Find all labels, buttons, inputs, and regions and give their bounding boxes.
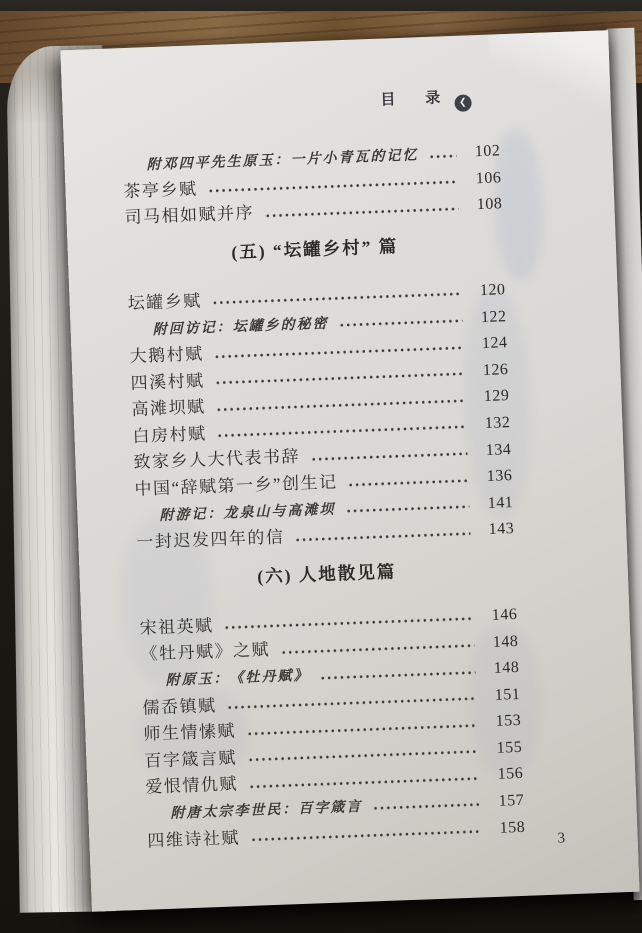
toc-list <box>122 134 526 850</box>
entry-title: 附游记：龙泉山与高滩坝 <box>159 502 336 525</box>
entry-title: 坛罐乡赋 <box>127 291 203 313</box>
toc-section <box>122 134 503 228</box>
entry-title: 附唐太宗李世民：百字箴言 <box>170 800 363 823</box>
entry-title: 中国“辞赋第一乡”创生记 <box>134 472 338 499</box>
entry-page-number: 148 <box>492 632 519 651</box>
entry-page-number: 108 <box>476 195 503 214</box>
entry-title: 宋祖英赋 <box>139 615 214 638</box>
entry-title: 儒岙镇赋 <box>142 695 217 718</box>
dot-leader <box>339 319 463 328</box>
entry-page-number: 134 <box>485 440 512 459</box>
entry-title: 附回访记：坛罐乡的秘密 <box>152 316 329 339</box>
entry-title: 百字箴言赋 <box>144 748 238 771</box>
entry-title: 茶亭乡赋 <box>123 179 198 201</box>
entry-page-number: 151 <box>494 685 521 704</box>
section-header: (六) 人地散见篇 <box>256 561 397 587</box>
entry-page-number: 143 <box>488 520 515 539</box>
entry-title: 附邓四平先生原玉：一片小青瓦的记忆 <box>146 147 419 173</box>
entry-page-number: 102 <box>474 142 501 161</box>
entry-page-number: 146 <box>491 605 518 624</box>
entry-page-number: 106 <box>475 169 502 187</box>
page-number: 3 <box>557 830 566 847</box>
entry-title: 一封迟发四年的信 <box>136 527 285 553</box>
entry-title: 白房村赋 <box>132 424 207 446</box>
page-title: 目 录 <box>380 89 454 109</box>
dot-leader <box>348 478 469 486</box>
entry-page-number: 132 <box>484 414 511 432</box>
entry-title: 爱恨情仇赋 <box>145 774 239 798</box>
dot-leader <box>428 153 456 158</box>
entry-title: 四溪村赋 <box>130 370 205 393</box>
toc-header <box>380 85 472 114</box>
entry-page-number: 156 <box>497 765 524 784</box>
page-corner-highlight <box>488 30 611 112</box>
entry-page-number: 126 <box>482 360 509 379</box>
entry-title: 《牡丹赋》之赋 <box>140 640 271 665</box>
entry-title: 致家乡人大代表书辞 <box>133 447 301 473</box>
section-rows <box>122 134 503 228</box>
entry-title: 附原玉：《牡丹赋》 <box>165 669 310 690</box>
section-rows <box>127 273 514 553</box>
entry-title: 高滩坝赋 <box>131 397 206 420</box>
dot-leader <box>345 505 469 514</box>
entry-page-number: 122 <box>480 307 507 326</box>
entry-page-number: 158 <box>499 818 526 837</box>
entry-title: 司马相如赋并序 <box>124 203 255 228</box>
toc-section <box>137 553 525 851</box>
dot-leader <box>319 670 475 680</box>
publisher-logo-icon: ❮ <box>454 94 472 112</box>
entry-page-number: 136 <box>486 467 513 486</box>
entry-page-number: 153 <box>495 712 522 731</box>
entry-page-number: 129 <box>483 387 510 406</box>
dot-leader <box>294 531 470 541</box>
entry-page-number: 124 <box>481 334 508 353</box>
section-rows <box>139 598 526 851</box>
book-page <box>60 30 639 912</box>
dot-leader <box>310 452 468 462</box>
entry-page-number: 157 <box>498 791 525 810</box>
dot-leader <box>250 829 481 841</box>
toc-section <box>125 228 514 553</box>
dot-leader <box>372 803 480 811</box>
entry-title: 师生情愫赋 <box>143 721 237 744</box>
entry-page-number: 141 <box>487 493 514 512</box>
entry-title: 四维诗社赋 <box>147 827 241 851</box>
entry-page-number: 155 <box>496 738 523 757</box>
entry-page-number: 120 <box>479 281 506 300</box>
section-header: (五) “坛罐乡村” 篇 <box>231 235 399 262</box>
dot-leader <box>264 207 459 218</box>
entry-title: 大鹅村赋 <box>129 344 204 367</box>
entry-page-number: 148 <box>493 659 520 677</box>
